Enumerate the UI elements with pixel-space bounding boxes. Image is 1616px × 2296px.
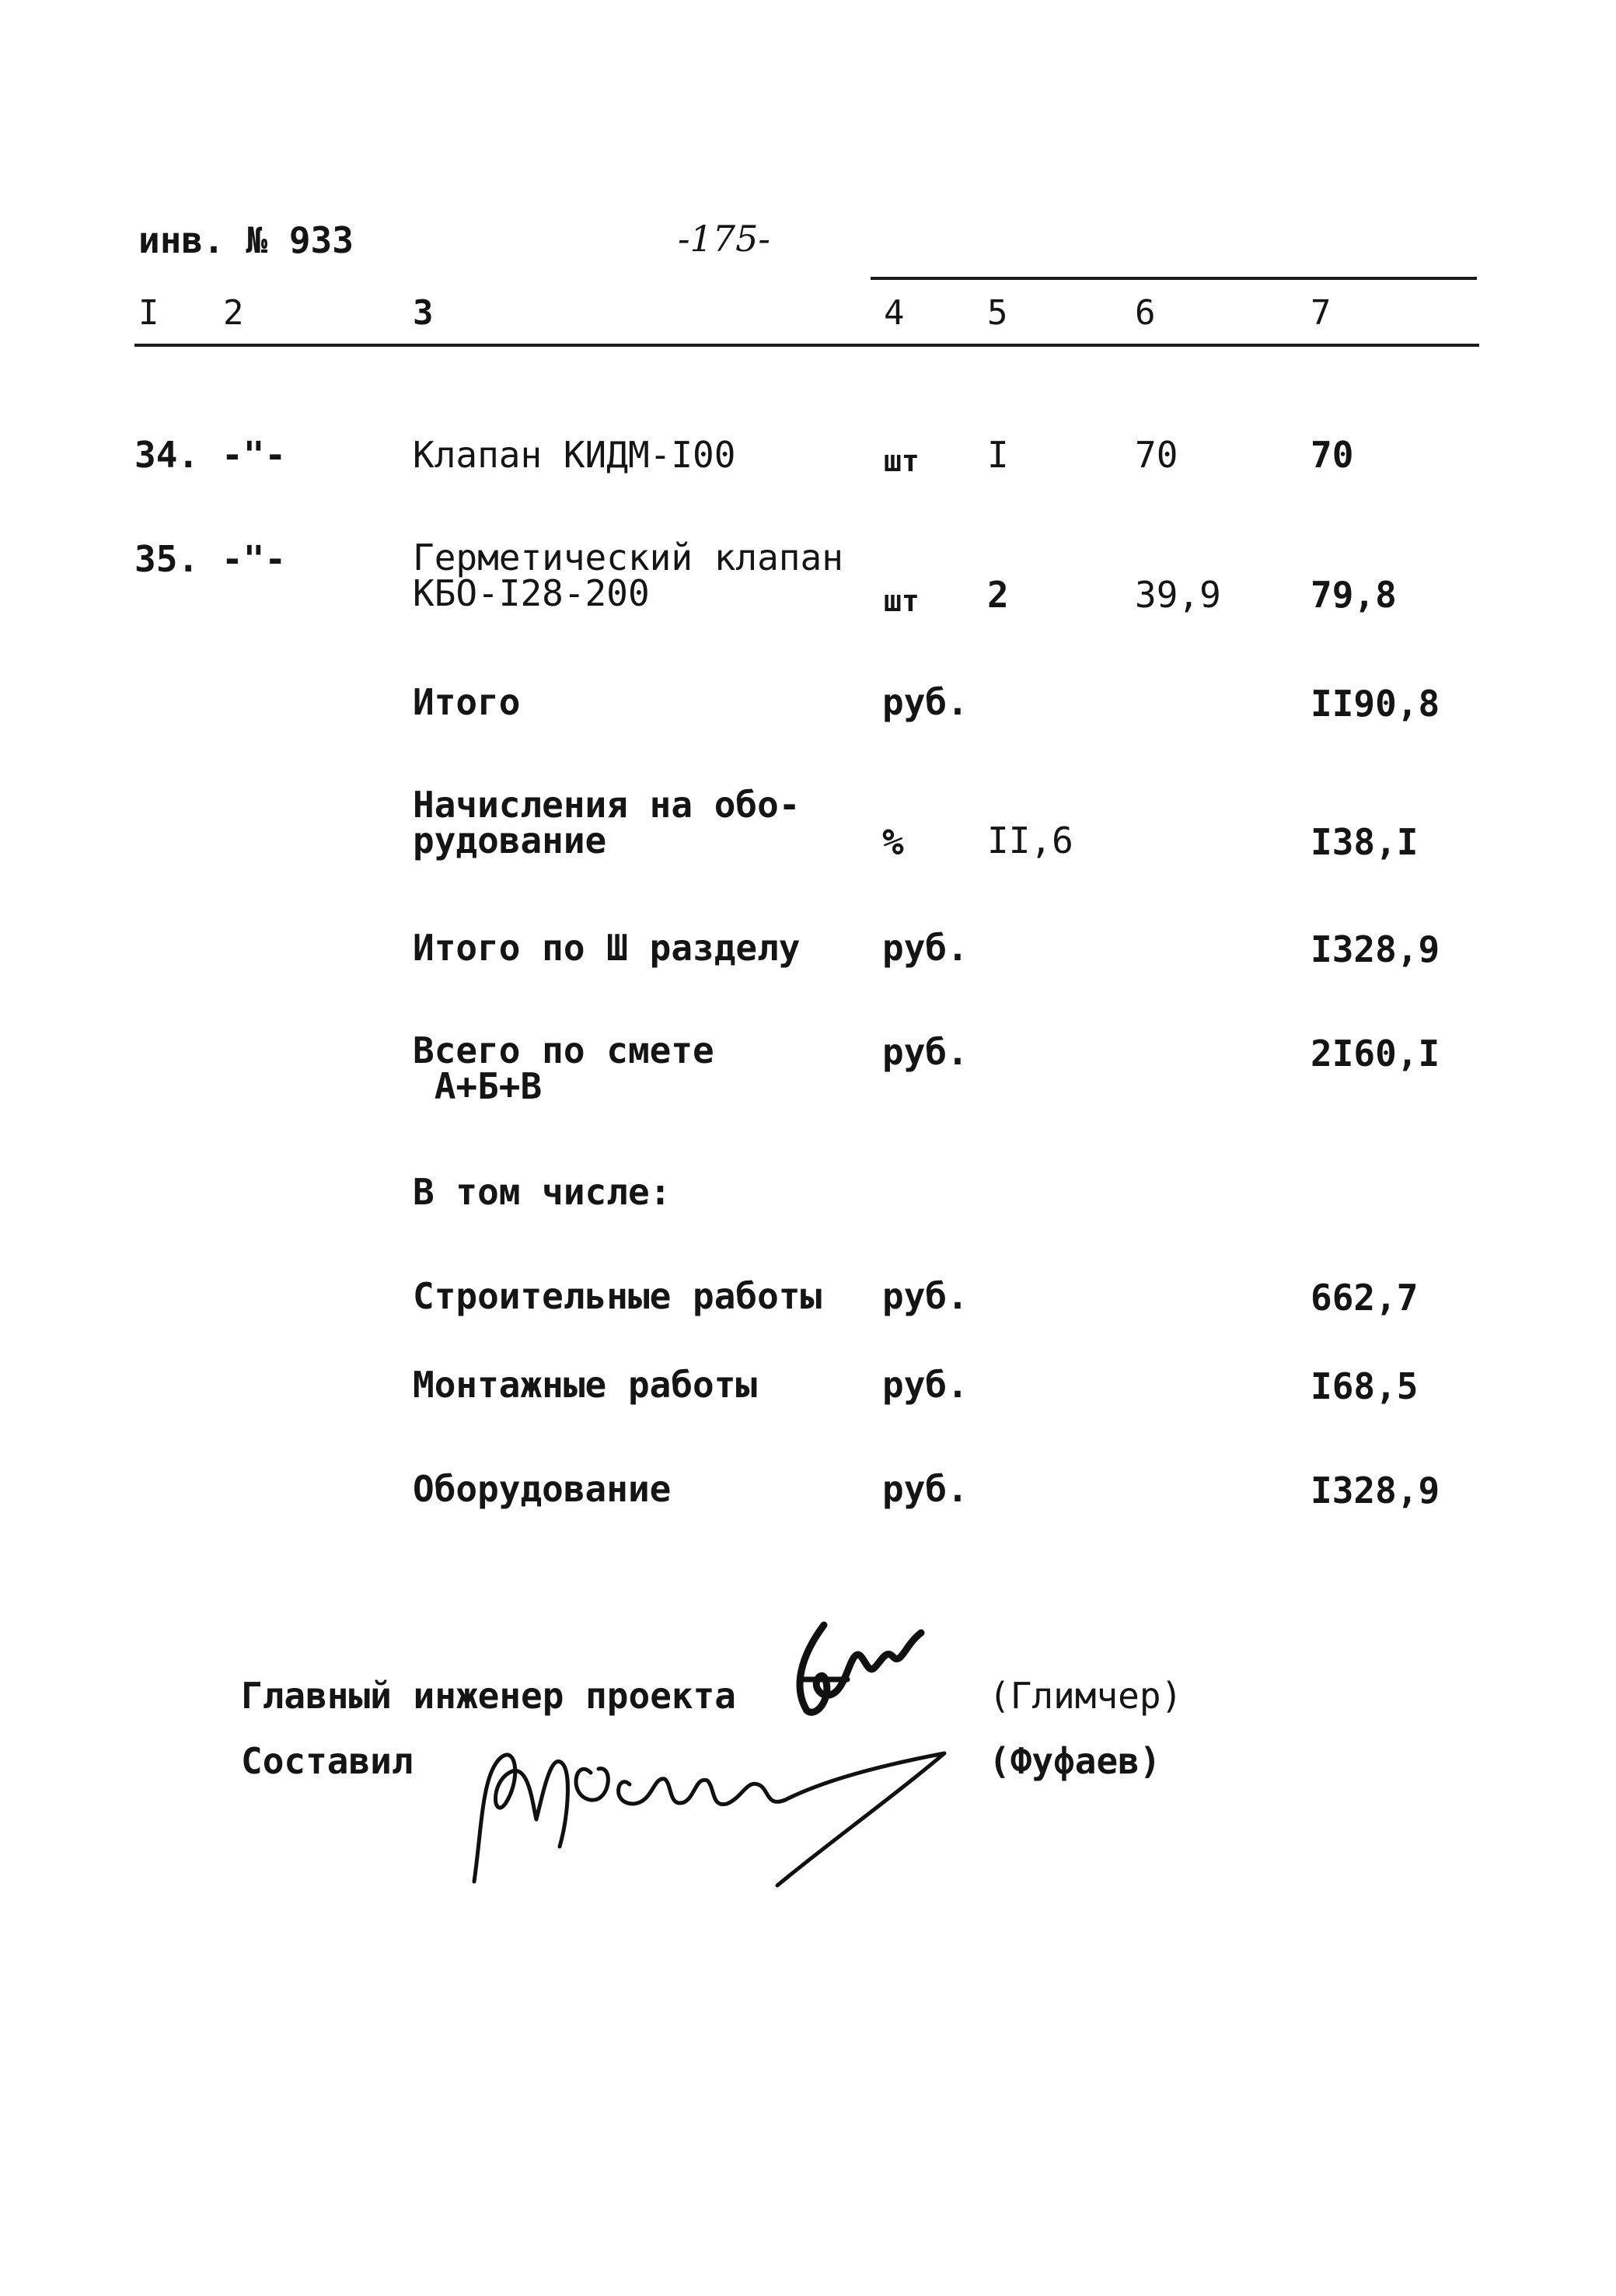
page-number: -175-	[678, 218, 770, 260]
total-cell: 70	[1311, 434, 1354, 476]
table-cell: 34.	[134, 434, 200, 476]
breakdown-label: Монтажные работы	[413, 1364, 758, 1406]
section-total-label: Итого по Ш разделу	[413, 927, 801, 969]
compiler-signature	[459, 1711, 972, 1889]
table-cell: -"-	[222, 538, 287, 580]
unit-cell: шт	[884, 444, 920, 478]
unit-cell: руб.	[882, 1275, 969, 1317]
total-cell: I68,5	[1311, 1365, 1419, 1407]
unit-cell: руб.	[882, 927, 969, 969]
total-cell: II90,8	[1311, 683, 1440, 725]
column-number-5: 5	[987, 293, 1008, 333]
unit-cell: руб.	[882, 1364, 969, 1406]
price-cell: 70	[1135, 434, 1178, 476]
chief-engineer-name: (Глимчер)	[989, 1675, 1183, 1717]
compiler-name: (Фуфаев)	[989, 1740, 1161, 1782]
column-number-2: 2	[223, 293, 244, 333]
estimate-total-label: Всего по смете А+Б+В	[413, 1029, 714, 1107]
quantity-cell: 2	[987, 574, 1009, 616]
subtotal-label: Итого	[413, 681, 521, 723]
column-number-3: 3	[413, 293, 434, 333]
total-cell: 79,8	[1311, 574, 1397, 616]
unit-cell: шт	[884, 584, 920, 618]
column-number-7: 7	[1311, 293, 1332, 333]
column-number-1: I	[138, 293, 159, 333]
unit-cell: руб.	[882, 1468, 969, 1510]
table-cell: -"-	[222, 434, 287, 476]
header-rule-bottom	[134, 344, 1479, 347]
total-cell: 2I60,I	[1311, 1033, 1440, 1075]
quantity-cell: I	[987, 434, 1009, 476]
column-number-6: 6	[1135, 293, 1156, 333]
compiler-label: Составил	[241, 1740, 414, 1782]
unit-cell: руб.	[882, 1031, 969, 1073]
chief-engineer-label: Главный инженер проекта	[241, 1675, 736, 1717]
item-name: Герметический клапан КБО-I28-200	[413, 536, 843, 614]
total-cell: 662,7	[1311, 1277, 1419, 1319]
price-cell: 39,9	[1135, 574, 1221, 616]
rate-cell: II,6	[987, 820, 1073, 861]
including-label: В том числе:	[413, 1171, 672, 1213]
breakdown-label: Строительные работы	[413, 1275, 822, 1317]
unit-cell: %	[882, 821, 904, 863]
column-number-4: 4	[884, 293, 905, 333]
total-cell: I328,9	[1311, 928, 1440, 970]
unit-cell: руб.	[882, 681, 969, 723]
inventory-number: инв. № 933	[138, 219, 354, 261]
total-cell: I328,9	[1311, 1470, 1440, 1511]
breakdown-label: Оборудование	[413, 1468, 672, 1510]
item-name: Клапан КИДМ-I00	[413, 434, 736, 476]
total-cell: I38,I	[1311, 821, 1419, 863]
table-cell: 35.	[134, 538, 200, 580]
header-rule-top	[871, 277, 1477, 280]
surcharge-label: Начисления на обо- рудование	[413, 784, 801, 861]
